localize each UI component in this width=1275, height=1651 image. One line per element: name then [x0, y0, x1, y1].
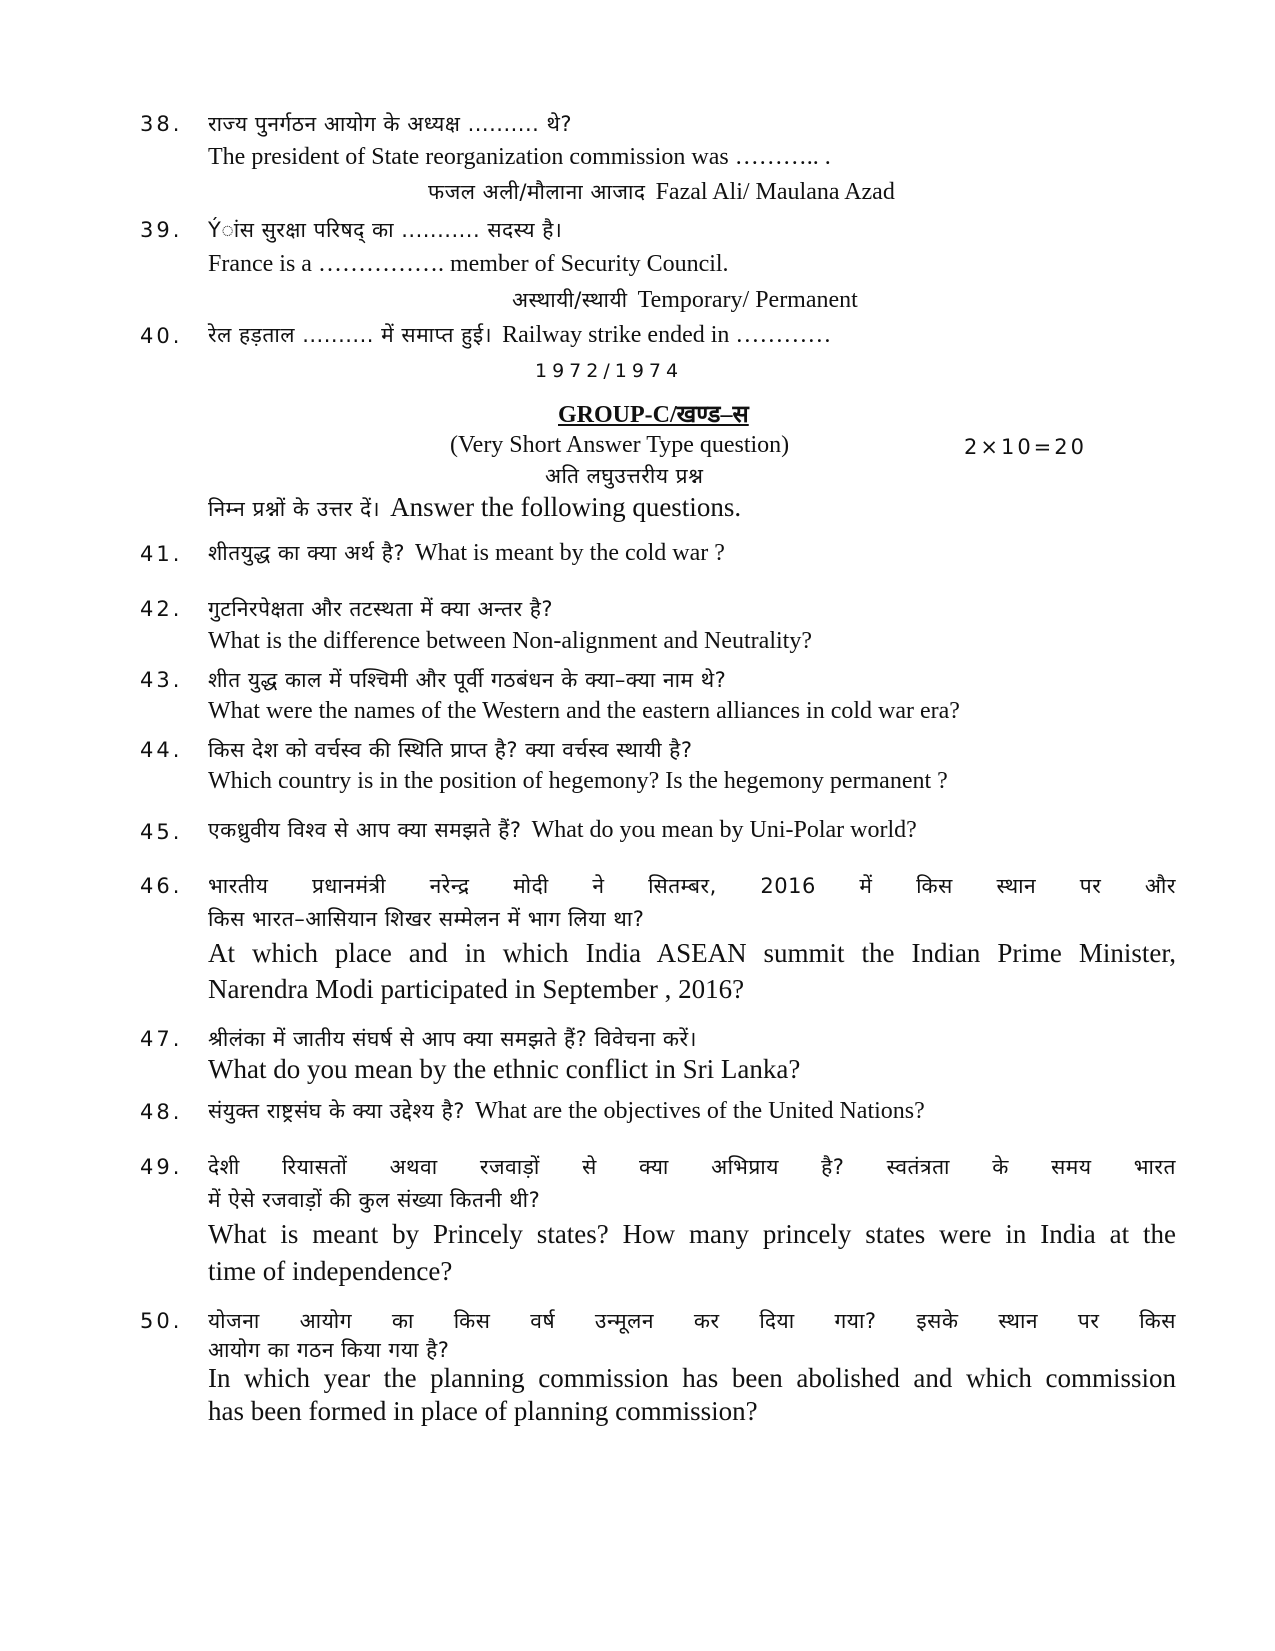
question-number: 38.	[140, 112, 183, 136]
question-number: 43.	[140, 668, 183, 692]
question-text-english: has been formed in place of planning commission?	[208, 1396, 758, 1426]
question-text-hindi: देशी रियासतों अथवा रजवाड़ों से क्या अभिप्राय है? स्वतंत्रता के समय भारत	[208, 1155, 1176, 1179]
question-line	[208, 1097, 925, 1125]
answer-options-hindi: फजल अली/मौलाना आजाद	[428, 180, 646, 204]
question-text-hindi: शीत युद्ध काल में पश्चिमी और पूर्वी गठबंधन के क्या–क्या नाम थे?	[208, 668, 727, 692]
question-text-hindi: Ýांस सुरक्षा परिषद् का ........... सदस्य है।	[208, 218, 563, 242]
question-number: 45.	[140, 820, 183, 844]
section-marks: 2×10=20	[964, 435, 1087, 459]
question-text-english: Which country is in the position of hegemony? Is the hegemony permanent ?	[208, 768, 948, 794]
section-subtitle-english: (Very Short Answer Type question)	[450, 432, 790, 458]
question-text-hindi: गुटनिरपेक्षता और तटस्थता में क्या अन्तर है?	[208, 597, 554, 621]
answer-options	[512, 286, 858, 314]
question-text-english: What were the names of the Western and the eastern alliances in cold war era?	[208, 698, 960, 724]
question-text-hindi: किस देश को वर्चस्व की स्थिति प्राप्त है? क्या वर्चस्व स्थायी है?	[208, 738, 693, 762]
question-text-english: time of independence?	[208, 1256, 453, 1286]
question-number: 42.	[140, 597, 183, 621]
question-text-english: What is meant by the cold war ?	[415, 540, 725, 566]
question-text-english: The president of State reorganization commission was ……….. .	[208, 144, 831, 170]
answer-options-english: Temporary/ Permanent	[637, 287, 858, 313]
question-line	[208, 816, 917, 844]
question-text-english: Narendra Modi participated in September , 2016?	[208, 974, 745, 1004]
question-text-english: What is the difference between Non-alignment and Neutrality?	[208, 628, 812, 654]
question-number: 48.	[140, 1100, 183, 1124]
question-text-english: France is a ……………. member of Security Council.	[208, 251, 729, 277]
question-text-english: What do you mean by Uni-Polar world?	[531, 817, 917, 843]
question-text-hindi: भारतीय प्रधानमंत्री नरेन्द्र मोदी ने सितम्बर, 2016 में किस स्थान पर और	[208, 874, 1176, 898]
instruction-english: Answer the following questions.	[390, 492, 742, 522]
question-text-hindi: आयोग का गठन किया गया है?	[208, 1338, 450, 1362]
question-line	[208, 539, 725, 567]
question-text-english: What do you mean by the ethnic conflict in Sri Lanka?	[208, 1054, 801, 1084]
question-number: 50.	[140, 1309, 183, 1333]
question-text-english: What are the objectives of the United Nations?	[474, 1098, 925, 1124]
question-text-hindi: किस भारत–आसियान शिखर सम्मेलन में भाग लिया था?	[208, 907, 645, 931]
question-text-hindi: योजना आयोग का किस वर्ष उन्मूलन कर दिया गया? इसके स्थान पर किस	[208, 1309, 1176, 1333]
question-text-hindi: राज्य पुनर्गठन आयोग के अध्यक्ष .......... थे?	[208, 112, 573, 136]
question-text-hindi: संयुक्त राष्ट्रसंघ के क्या उद्देश्य है?	[208, 1099, 465, 1123]
section-instruction	[208, 492, 741, 523]
question-text-hindi: में ऐसे रजवाड़ों की कुल संख्या कितनी थी?	[208, 1188, 541, 1212]
question-text-hindi: एकध्रुवीय विश्व से आप क्या समझते हैं?	[208, 818, 522, 842]
section-heading: GROUP-C/खण्ड–स	[558, 402, 749, 428]
question-text-english: At which place and in which India ASEAN summit the Indian Prime Minister,	[208, 938, 1176, 968]
question-text-hindi: शीतयुद्ध का क्या अर्थ है?	[208, 541, 406, 565]
question-text-english: In which year the planning commission has been abolished and which commission	[208, 1363, 1176, 1393]
question-number: 39.	[140, 218, 183, 242]
question-text-english: What is meant by Princely states? How many princely states were in India at the	[208, 1219, 1176, 1249]
question-line	[208, 321, 831, 349]
question-number: 49.	[140, 1155, 183, 1179]
question-number: 47.	[140, 1027, 183, 1051]
instruction-hindi: निम्न प्रश्नों के उत्तर दें।	[208, 497, 381, 521]
question-number: 40.	[140, 324, 183, 348]
question-text-english: Railway strike ended in …………	[502, 322, 832, 348]
question-number: 41.	[140, 542, 183, 566]
section-subtitle-hindi: अति लघुउत्तरीय प्रश्न	[545, 464, 704, 488]
answer-options	[428, 178, 895, 206]
question-number: 44.	[140, 738, 183, 762]
answer-options-english: Fazal Ali/ Maulana Azad	[655, 179, 895, 205]
question-text-hindi: श्रीलंका में जातीय संघर्ष से आप क्या समझते हैं? विवेचना करें।	[208, 1027, 698, 1051]
answer-options-hindi: अस्थायी/स्थायी	[512, 288, 628, 312]
question-text-hindi: रेल हड़ताल .......... में समाप्त हुई।	[208, 323, 493, 347]
answer-options: 1972/1974	[535, 360, 684, 382]
question-number: 46.	[140, 874, 183, 898]
